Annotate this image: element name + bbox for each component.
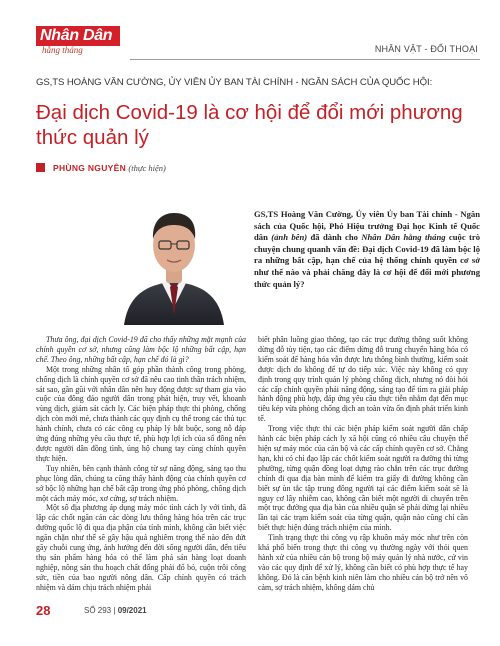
article-kicker: GS,TS HOÀNG VĂN CƯỜNG, ỦY VIÊN ỦY BAN TÀI CHÍNH - NGÂN SÁCH CỦA QUỐC HỘI: <box>36 77 433 88</box>
article-column-left <box>36 335 246 593</box>
lead-part-2: đã dành cho <box>307 232 362 243</box>
author-name: PHÙNG NGUYÊN <box>53 163 127 173</box>
interview-question: Thưa ông, đại dịch Covid-19 đã cho thấy những mặt mạnh của chính quyền cơ sở, nhưng cũng làm bộc lộ những bất cập, hạn chế. Theo ông, những bất cập, hạn chế đó là gì? <box>36 335 246 364</box>
publication-logo <box>36 26 120 60</box>
paragraph: Tuy nhiên, bên cạnh thành công từ sự năng động, sáng tạo thu phục lòng dân, chúng ta cũng thấy hành động của chính quyền cơ sở bộc lộ những hạn chế bất cập trong ứng phó phòng, chống dịch một cách máy móc, xơ cứng, sợ trách nhiệm. <box>36 463 246 503</box>
author-role: (thực hiện) <box>128 163 166 173</box>
issue-date: 09/2021 <box>117 606 147 615</box>
page-number: 28 <box>36 603 51 618</box>
lead-part-1: GS,TS Hoàng Văn Cường, Ủy viên Ủy ban Tài chính - Ngân sách của Quốc hội, Phó Hiệu trưởng Đại học Kinh tế Quốc dân <box>254 209 480 243</box>
paragraph: Một trong những nhân tố góp phần thành công trong phòng, chống dịch là chính quyền cơ sở đã nêu cao tinh thần trách nhiệm, sát sao, gần gũi với nhân dân nên huy động được sự tham gia vào cuộc của đông đảo người dân trong phát hiện, truy vết, khoanh vùng dịch, giám sát cách ly. Các biện pháp thực thi phòng, chống dịch còn mới mẻ, chưa thành các quy định cụ thể trong các thủ tục hành chính, chưa có các công cụ pháp lý bắt buộc, song nỗ đáp ứng đúng những yêu cầu thực tế, phù hợp lợi ích của số đông nên được người dân đồng tình, ủng hộ chung tay cùng chính quyền thực hiện. <box>36 364 246 463</box>
lead-part-3: cuộc trò chuyện chung quanh vấn đề: Đại dịch Covid-19 đã làm bộc lộ ra những bất cập, hạn chế của hệ thống chính quyền cơ sở như thế nào và phải chăng đây là cơ hội để đổi mới phương thức quản lý? <box>254 232 480 289</box>
section-label: NHÂN VẬT - ĐỐI THOẠI <box>374 44 478 54</box>
author-byline <box>36 163 166 173</box>
issue-label: SỐ 293 <box>84 606 112 615</box>
paragraph: Một số địa phương áp dụng máy móc tình cách ly với tình, đã lập các chốt ngăn cản các dòng lưu thông hàng hóa trên các trục đường quốc lộ đi qua địa phận của tỉnh mình, không cần biết việc ngăn chặn như thế sẽ gây hậu quả nghiêm trọng thế nào đến đứt gãy chuỗi cung ứng, ảnh hưởng đến đời sống người dân, đến tiêu thụ sản phẩm hàng hóa có thể làm phá sản hàng loạt doanh nghiệp, nông sản thu hoạch chất đống phải đổ bỏ, cuộn trôi công sức, tiền của bao người nông dân. Cấp chính quyền có trách nhiệm và dám chịu trách nhiệm phải <box>36 503 246 592</box>
paragraph: biết phân luồng giao thông, tạo các trục đường thông suốt không dừng đỗ tùy tiện, tạo các điểm dừng đỗ trung chuyển hàng hóa có kiểm soát để hàng hóa vẫn được lưu thông bình thường, kiểm soát được dịch do không để tự do tiếp xúc. Việc này không có quy định trong quy trình quản lý phòng chống dịch, nhưng nó đòi hỏi các cấp chính quyền phải năng động, sáng tạo để tìm ra giải pháp hành động phù hợp, đáp ứng yêu cầu thực tiễn nhằm đạt đến mục tiêu kép vừa phòng chống dịch an toàn vừa ổn định phát triển kinh tế. <box>258 335 468 424</box>
lead-publication: Nhân Dân hằng tháng <box>361 232 446 243</box>
issue-info <box>84 606 147 615</box>
article-lead <box>254 209 480 290</box>
paragraph: Tình trạng thực thi công vụ rập khuôn máy móc như trên còn khá phổ biến trong thực thi công vụ thường ngày với thói quen hành xử của nhiều cán bộ trong bộ máy quản lý nhà nước, cứ vin vào các quy định để xử lý, không cần biết có phù hợp thực tế hay không. Đó là căn bệnh kinh niên làm cho nhiều cán bộ trở nên vô cảm, sợ trách nhiệm, không dám chủ <box>258 533 468 592</box>
byline-marker <box>36 163 45 172</box>
article-headline: Đại dịch Covid-19 là cơ hội để đổi mới phương thức quản lý <box>36 101 463 149</box>
logo-text: Nhân Dân <box>36 26 120 46</box>
issue-separator: | <box>113 606 116 615</box>
article-column-right <box>258 335 468 593</box>
paragraph: Trong việc thực thi các biện pháp kiểm soát người dân chấp hành các biện pháp cách ly xã hội cũng có nhiều câu chuyện thể hiện sự máy móc của cán bộ và các cấp chính quyền cơ sở. Chẳng hạn, khi có chỉ đạo lập các chốt kiểm soát người ra đường thì từng phường, từng quận đồng loạt dựng rào chắn trên các trục đường chính đi qua địa bàn mình để kiểm tra giấy đi đường không cần biết sự ùn tắc tập trung đông người tại các điểm kiểm soát sẽ là nguy cơ lây nhiễm cao, không cần biết một người di chuyển trên một trục đường qua địa bàn của nhiều quận sẽ phải dừng lại nhiều lần tại các trạm kiểm soát của từng quận, quận nào cũng chỉ cần biết thực hiện đúng trách nhiệm của mình. <box>258 424 468 533</box>
lead-photo-note: (ảnh bên) <box>271 232 308 243</box>
header-divider <box>130 59 480 60</box>
portrait-photo <box>114 187 234 325</box>
logo-subtext: hằng tháng <box>42 45 83 55</box>
